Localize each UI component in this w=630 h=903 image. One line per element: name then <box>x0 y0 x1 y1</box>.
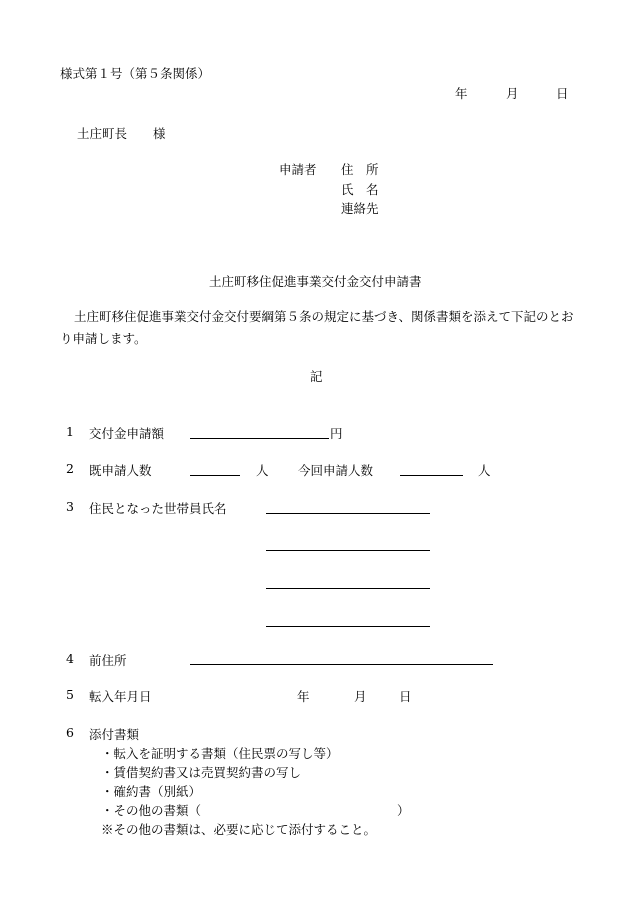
item5-label: 転入年月日 <box>89 689 152 704</box>
item3-number: 3 <box>66 499 74 514</box>
item2-current-count-line <box>400 475 463 476</box>
item4-address-line <box>190 664 493 665</box>
date-day-label: 日 <box>556 86 569 101</box>
body-paragraph: 土庄町移住促進事業交付金交付要綱第５条の規定に基づき、関係書類を添えて下記のとおり申請します。 <box>60 309 574 346</box>
item2-unit2: 人 <box>478 463 491 478</box>
addressee-name: 土庄町長 <box>77 126 128 141</box>
form-number-label: 様式第１号（第５条関係） <box>60 66 211 81</box>
item6-doc-item: ・転入を証明する書類（住民票の写し等） <box>101 746 339 761</box>
date-month-label: 月 <box>506 86 519 101</box>
item3-name-line <box>266 513 430 514</box>
item5-month-label: 月 <box>354 689 367 704</box>
item1-label: 交付金申請額 <box>89 426 165 441</box>
applicant-label: 申請者 <box>279 162 317 177</box>
ki-heading: 記 <box>310 369 323 384</box>
applicant-contact-label: 連絡先 <box>341 201 379 216</box>
item5-number: 5 <box>66 687 74 702</box>
item4-number: 4 <box>66 651 74 666</box>
item6-doc-item: ・確約書（別紙） <box>101 784 202 799</box>
item2-unit1: 人 <box>256 463 269 478</box>
item4-label: 前住所 <box>89 653 127 668</box>
item2-label: 既申請人数 <box>89 463 152 478</box>
addressee-honorific: 様 <box>153 126 166 141</box>
item6-label: 添付書類 <box>89 727 140 742</box>
date-year-label: 年 <box>455 86 468 101</box>
document-title: 土庄町移住促進事業交付金交付申請書 <box>209 274 422 289</box>
applicant-name-label: 氏 名 <box>341 182 379 197</box>
item3-name-line <box>266 626 430 627</box>
item2-label2: 今回申請人数 <box>298 463 374 478</box>
item6-number: 6 <box>66 725 74 740</box>
item3-label: 住民となった世帯員氏名 <box>89 501 227 516</box>
item1-amount-line <box>190 438 329 439</box>
item6-doc-item: ・賃借契約書又は売買契約書の写し <box>101 765 302 780</box>
item2-previous-count-line <box>190 475 240 476</box>
item6-other-docs-open: ・その他の書類（ <box>101 803 202 818</box>
item5-day-label: 日 <box>399 689 412 704</box>
applicant-address-label: 住 所 <box>341 162 379 177</box>
item6-note: ※その他の書類は、必要に応じて添付すること。 <box>101 822 377 837</box>
item6-other-docs-close: ） <box>397 803 410 818</box>
item2-number: 2 <box>66 461 74 476</box>
item1-number: 1 <box>66 424 74 439</box>
item3-name-line <box>266 588 430 589</box>
item1-unit: 円 <box>330 426 343 441</box>
item5-year-label: 年 <box>297 689 310 704</box>
item3-name-line <box>266 550 430 551</box>
